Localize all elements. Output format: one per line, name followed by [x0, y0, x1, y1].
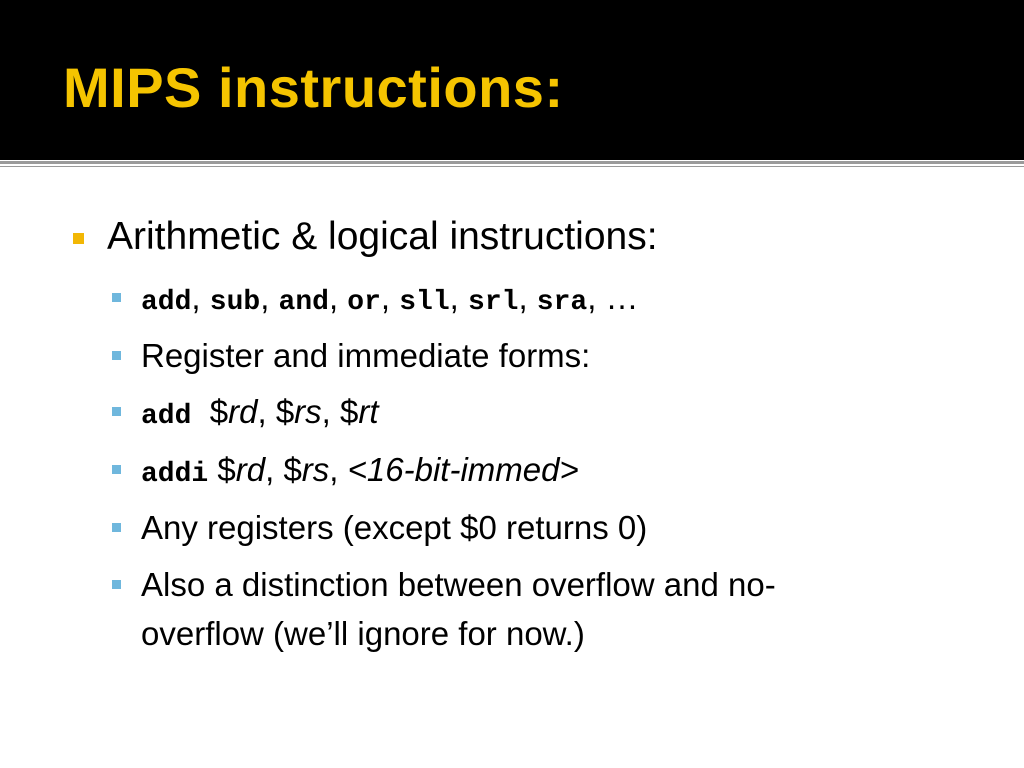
separator: , — [260, 279, 270, 316]
sub-bullet-forms: Register and immediate forms: — [141, 337, 591, 374]
op-sll: sll — [399, 287, 450, 318]
separator: , — [449, 279, 459, 316]
op-sub: sub — [209, 287, 261, 318]
bullet-square-icon — [73, 233, 84, 244]
bullet-arithmetic-logical: Arithmetic & logical instructions: — [107, 215, 658, 258]
operand-rs: rs — [294, 393, 322, 430]
dollar: $ — [340, 393, 359, 430]
separator: , — [587, 279, 597, 316]
operand-rd: rd — [235, 451, 266, 488]
sub-bullet-add-form — [141, 392, 379, 437]
separator: , — [257, 393, 267, 430]
title-divider — [0, 161, 1024, 164]
dollar: $ — [217, 451, 236, 488]
title-divider-thin — [0, 166, 1024, 167]
sub-bullet-registers: Any registers (except $0 returns 0) — [141, 509, 648, 546]
sub-bullet-overflow-line1: Also a distinction between overflow and no- — [141, 566, 776, 603]
sub-bullet-square-icon — [112, 407, 121, 416]
separator: , — [321, 393, 331, 430]
dollar: $ — [209, 393, 229, 430]
op-srl: srl — [468, 287, 519, 318]
sub-bullet-addi-form — [141, 450, 579, 495]
ellipsis: … — [605, 279, 639, 316]
dollar: $ — [275, 393, 295, 430]
operand-rs: rs — [301, 451, 330, 488]
sub-bullet-square-icon — [112, 293, 121, 302]
op-or: or — [347, 287, 381, 318]
sub-bullet-square-icon — [112, 523, 121, 532]
separator: , — [328, 279, 339, 316]
sub-bullet-square-icon — [112, 351, 121, 360]
title-bar — [0, 0, 1024, 160]
operand-rd: rd — [228, 393, 258, 430]
separator: , — [329, 451, 339, 488]
sub-bullet-overflow-line2: overflow (we’ll ignore for now.) — [141, 615, 585, 652]
slide-title: MIPS instructions: — [63, 56, 564, 119]
op-sra: sra — [536, 287, 588, 318]
separator: , — [265, 451, 275, 488]
sub-bullet-square-icon — [112, 465, 121, 474]
op-add: add — [141, 401, 192, 432]
op-addi: addi — [141, 459, 209, 490]
separator: , — [380, 279, 391, 316]
separator: , — [191, 279, 201, 316]
dollar: $ — [283, 451, 302, 488]
operand-immediate: <16-bit-immed> — [347, 451, 579, 488]
op-add: add — [141, 287, 192, 318]
separator: , — [518, 279, 528, 316]
op-and: and — [278, 287, 329, 318]
operand-rt: rt — [358, 393, 379, 430]
sub-bullet-operations — [141, 278, 639, 323]
sub-bullet-square-icon — [112, 580, 121, 589]
